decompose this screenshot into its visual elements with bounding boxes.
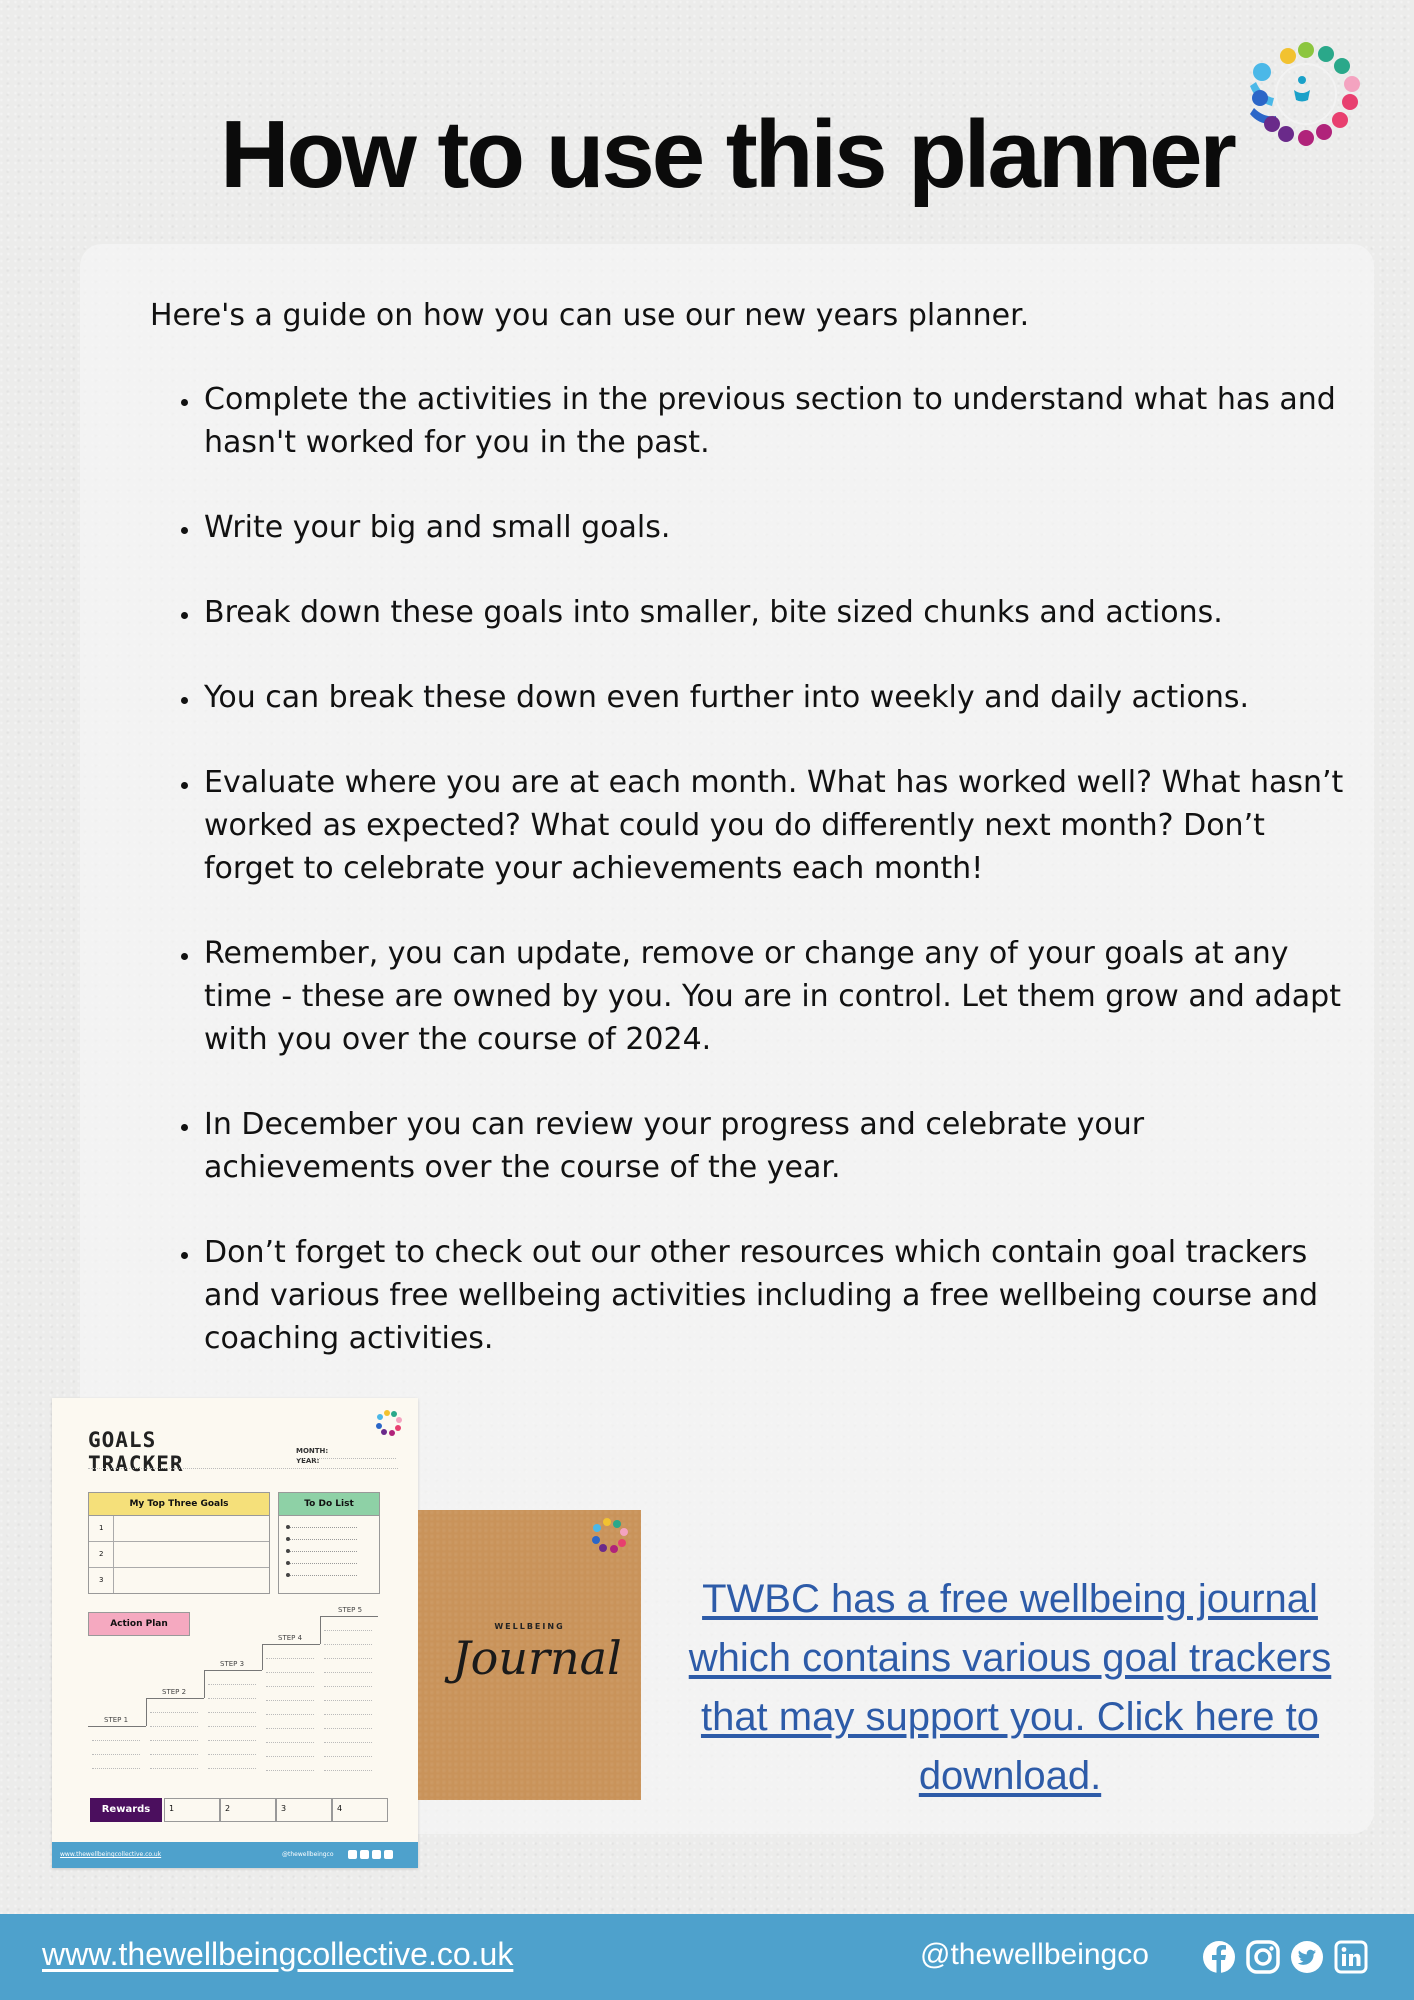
tracker-month-year: MONTH: YEAR: <box>296 1447 329 1465</box>
list-item: • Remember, you can update, remove or change any of your goals at any time - these are owned by you. You are in control. Let them grow and adapt with you over the course of 2024. <box>202 932 1362 1061</box>
download-journal-link[interactable]: TWBC has a free wellbeing journal which contains various goal trackers that may support you. Click here to download. <box>688 1577 1332 1798</box>
instagram-icon[interactable] <box>1246 1940 1280 1974</box>
page-title: How to use this planner <box>220 101 1234 208</box>
list-item: • Evaluate where you are at each month. What has worked well? What hasn’t worked as expected? What could you do differently next month? Don’t forget to celebrate your achievements each month! <box>202 761 1362 890</box>
divider <box>88 1468 398 1469</box>
divider <box>296 1458 396 1459</box>
todo-header: To Do List <box>279 1493 379 1516</box>
instagram-icon <box>360 1850 369 1859</box>
list-item: • Break down these goals into smaller, bite sized chunks and actions. <box>202 591 1362 634</box>
brand-logo-small <box>374 1410 404 1436</box>
twitter-icon <box>372 1850 381 1859</box>
linkedin-icon <box>384 1850 393 1859</box>
top-goals-table: My Top Three Goals 1 2 3 <box>88 1492 270 1594</box>
facebook-icon[interactable] <box>1202 1940 1236 1974</box>
intro-text: Here's a guide on how you can use our new years planner. <box>150 298 1030 333</box>
facebook-icon <box>348 1850 357 1859</box>
rewards-label: Rewards <box>90 1798 162 1822</box>
reward-cell: 4 <box>332 1798 388 1822</box>
journal-small-text: WELLBEING <box>494 1622 565 1631</box>
reward-cell: 3 <box>276 1798 332 1822</box>
top-goals-header: My Top Three Goals <box>89 1493 269 1516</box>
tracker-title: GOALS TRACKER <box>88 1428 184 1476</box>
list-item: • In December you can review your progress and celebrate your achievements over the course of the year. <box>202 1103 1362 1189</box>
twitter-icon[interactable] <box>1290 1940 1324 1974</box>
list-item: • You can break these down even further into weekly and daily actions. <box>202 676 1362 719</box>
journal-script-title <box>442 1612 632 1702</box>
wellbeing-journal-preview[interactable] <box>418 1510 641 1800</box>
action-plan-label: Action Plan <box>88 1612 190 1636</box>
reward-cell: 2 <box>220 1798 276 1822</box>
goals-tracker-preview[interactable]: GOALS TRACKER MONTH: YEAR: My Top Three Goals 1 2 3 To Do List Action Plan STEP 1 STEP 2 STEP 3 STEP 4 STEP 5 Rewards 1 2 3 4 www.thewellbeingcollective.co.uk @thewellbeingco <box>52 1398 418 1868</box>
svg-text:Journal: Journal <box>452 1631 622 1685</box>
footer-bar <box>0 1914 1414 2000</box>
website-link[interactable]: www.thewellbeingcollective.co.uk <box>42 1936 514 1972</box>
todo-list <box>278 1492 380 1594</box>
list-item: • Don’t forget to check out our other resources which contain goal trackers and various free wellbeing activities including a free wellbeing course and coaching activities. <box>202 1231 1362 1360</box>
linkedin-icon[interactable] <box>1334 1940 1368 1974</box>
instruction-list <box>150 378 1362 1402</box>
brand-logo-small <box>588 1518 632 1554</box>
social-handle: @thewellbeingco <box>920 1938 1149 1971</box>
list-item: • Write your big and small goals. <box>202 506 1362 549</box>
reward-cell: 1 <box>164 1798 220 1822</box>
list-item: • Complete the activities in the previous section to understand what has and hasn't worked for you in the past. <box>202 378 1362 464</box>
tracker-footer: www.thewellbeingcollective.co.uk @thewellbeingco <box>52 1842 418 1868</box>
